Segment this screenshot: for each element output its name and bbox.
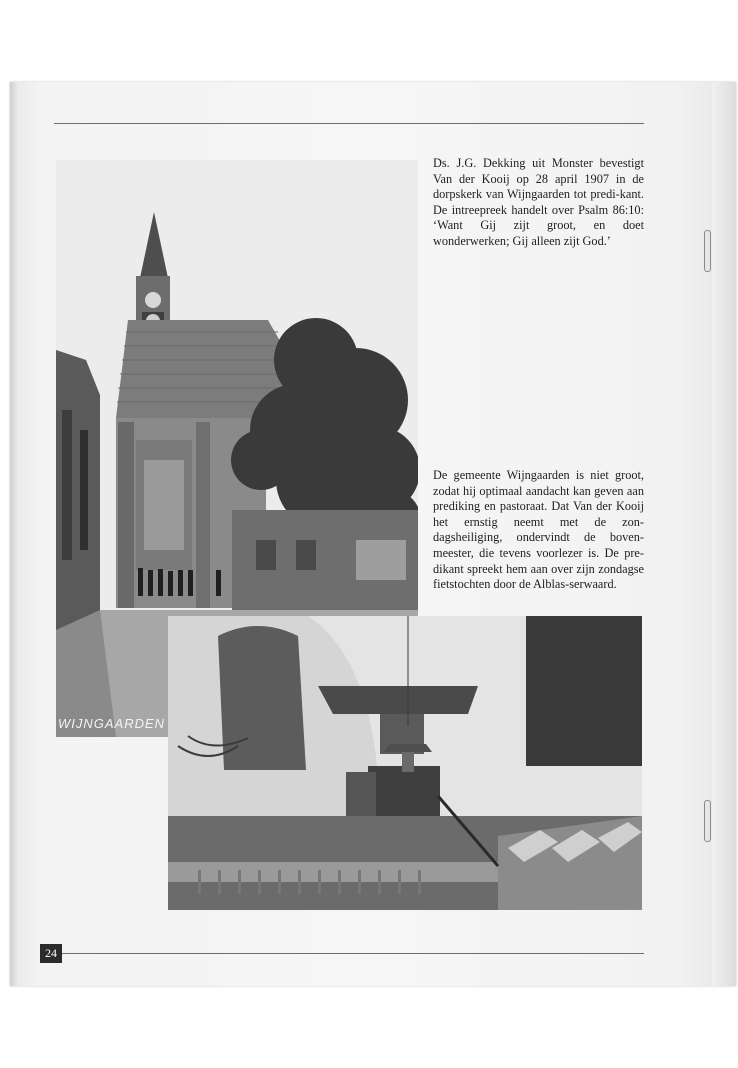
top-rule [54,123,644,124]
caption-text-2: De gemeente Wijngaarden is niet groot, zodat hij optimaal aandacht kan geven aan prediking en pastoraat. Dat Van der Kooij het ernstig neemt met de zon-dagsheiliging, ondervindt de boven-meester, die tevens voorlezer is. De pre-dikant spreekt hem aan over zijn zondagse fietstochten door de Alblas-serwaard. [433,468,644,592]
page-spine [10,82,18,986]
photo-caption-label: WIJNGAARDEN [58,716,166,731]
caption-text-1: Ds. J.G. Dekking uit Monster bevestigt Van der Kooij op 28 april 1907 in de dorpskerk van Wijngaarden tot predi-kant. De intreepreek handelt over Psalm 86:10: ‘Want Gij zijt groot, en doet wonderwerken; Gij alleen zijt God.’ [433,156,644,248]
page-number: 24 [40,944,62,963]
church-interior-photo [168,616,642,910]
page-edge [712,82,736,986]
staple-bottom [704,800,711,842]
staple-top [704,230,711,272]
church-interior-illustration [168,616,642,910]
bottom-rule [62,953,644,954]
